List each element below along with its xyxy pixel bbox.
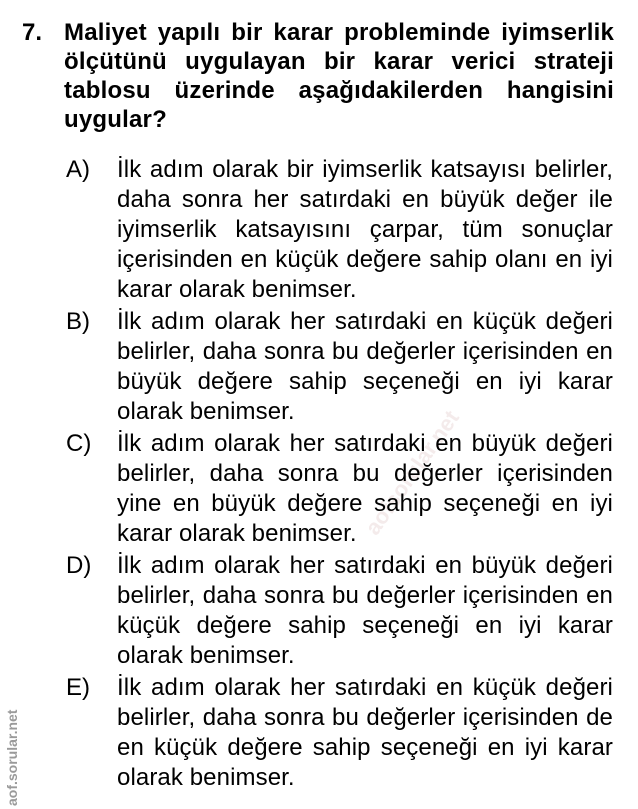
option-e[interactable] [66,673,614,793]
question-number: 7. [22,19,43,46]
option-letter: B) [66,308,90,335]
option-c[interactable] [66,429,614,549]
option-letter: A) [66,156,90,183]
option-text: İlk adım olarak bir iyimserlik katsayısı belirler, daha sonra her satırdaki en büyük değer ile iyimserlik katsayısını çarpar, tüm sonuçlar içerisinden en küçük değere sahip olanı en iyi karar olarak benimser. [117,156,613,303]
option-letter: D) [66,552,92,579]
answer-options [66,155,614,795]
option-d[interactable] [66,551,614,671]
option-text: İlk adım olarak her satırdaki en küçük değeri belirler, daha sonra bu değerler içerisinden en büyük değere sahip seçeneği en iyi karar olarak benimser. [117,308,613,425]
diagonal-watermark: aofsorular.net [360,405,464,540]
option-a[interactable] [66,155,614,305]
option-text: İlk adım olarak her satırdaki en küçük değeri belirler, daha sonra bu değerler içerisinden de en küçük değere sahip seçeneği en iyi karar olarak benimser. [117,674,613,791]
option-b[interactable] [66,307,614,427]
option-text: İlk adım olarak her satırdaki en büyük değeri belirler, daha sonra bu değerler içerisinden en küçük değere sahip seçeneği en iyi karar olarak benimser. [117,552,613,669]
option-text: İlk adım olarak her satırdaki en büyük değeri belirler, daha sonra bu değerler içerisinden yine en büyük değere sahip seçeneği en iyi karar olarak benimser. [117,430,613,547]
side-watermark: aof.sorular.net [4,709,20,806]
question-text: Maliyet yapılı bir karar probleminde iyimserlik ölçütünü uygulayan bir karar verici strateji tablosu üzerinde aşağıdakilerden hangisini uygular? [64,19,614,133]
option-letter: E) [66,674,90,701]
option-letter: C) [66,430,92,457]
